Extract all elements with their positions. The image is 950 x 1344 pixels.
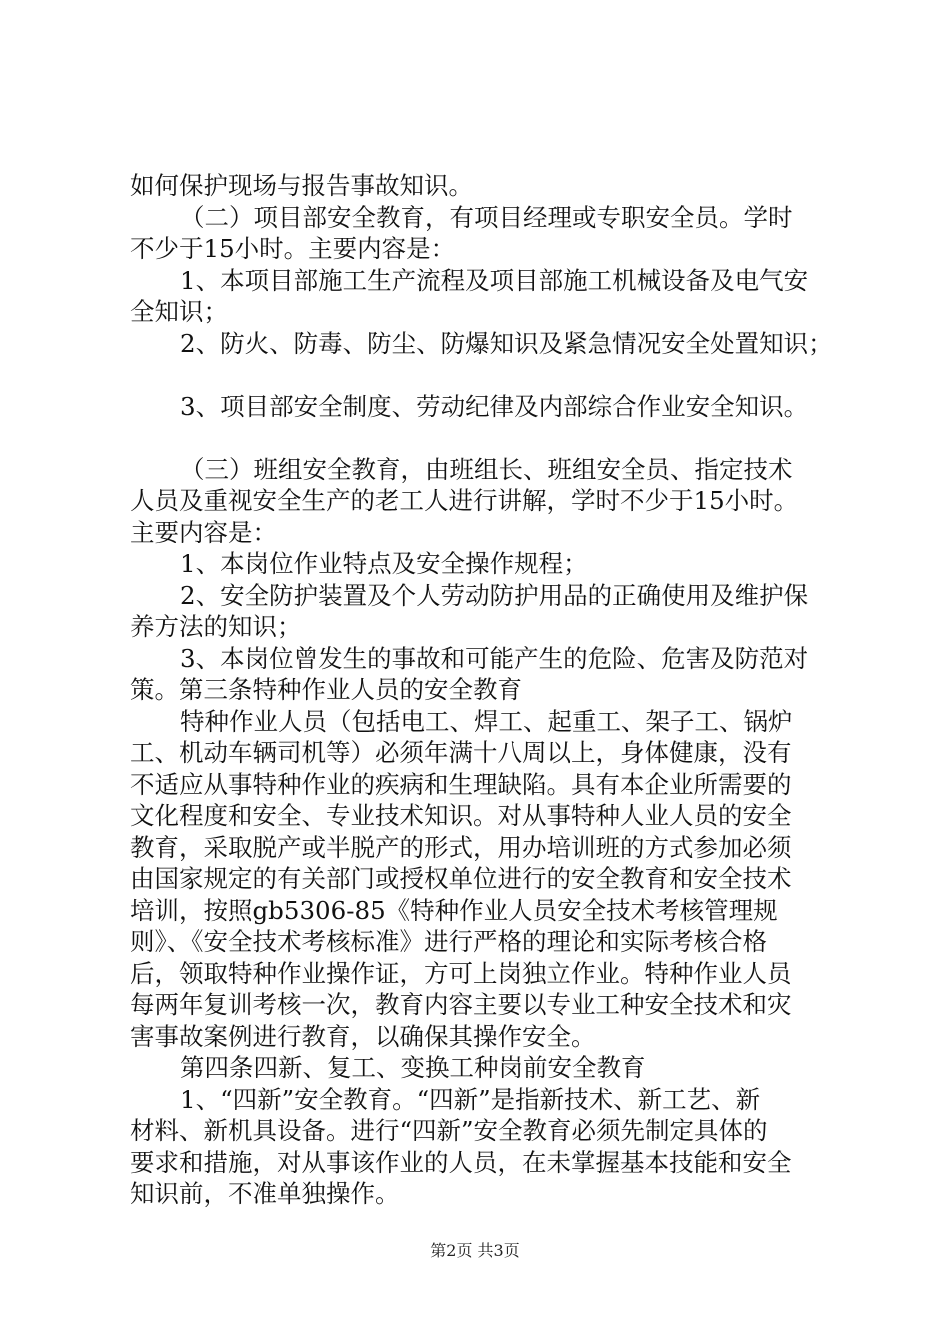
text-line: 第四条四新、复工、变换工种岗前安全教育 [180,1053,646,1082]
text-line: （二）项目部安全教育，有项目经理或专职安全员。学时 [180,202,793,232]
text-line: 文化程度和安全、专业技术知识。对从事特种人业人员的安全 [130,801,792,830]
text-line: 3、项目部安全制度、劳动纪律及内部综合作业安全知识。 [180,391,809,421]
text-line: 由国家规定的有关部门或授权单位进行的安全教育和安全技术 [130,864,792,893]
text-line: 养方法的知识； [130,612,302,641]
text-line: 1、本项目部施工生产流程及项目部施工机械设备及电气安 [180,265,809,295]
document-body [130,170,850,1210]
text-line: 知识前，不准单独操作。 [130,1179,400,1208]
page-number-footer: 第2页 共3页 [430,1241,520,1260]
text-line: 不少于15小时。主要内容是： [130,234,456,263]
text-line: 2、防火、防毒、防尘、防爆知识及紧急情况安全处置知识； [180,328,833,358]
text-line: 如何保护现场与报告事故知识。 [130,171,473,200]
text-line: 材料、新机具设备。进行“四新”安全教育必须先制定具体的 [130,1116,768,1145]
text-line: 1、“四新”安全教育。“四新”是指新技术、新工艺、新 [180,1084,761,1114]
text-line: 害事故案例进行教育，以确保其操作安全。 [130,1021,596,1051]
text-line: 人员及重视安全生产的老工人进行讲解，学时不少于15小时。 [130,486,799,515]
text-line: 2、安全防护装置及个人劳动防护用品的正确使用及维护保 [180,580,809,610]
text-line: 全知识； [130,297,228,326]
text-line: 工、机动车辆司机等）必须年满十八周以上，身体健康，没有 [130,738,792,767]
paragraph-gap [130,422,850,454]
text-line: 后，领取特种作业操作证，方可上岗独立作业。特种作业人员 [130,958,792,988]
text-line: 特种作业人员（包括电工、焊工、起重工、架子工、锅炉 [180,706,793,736]
text-line: 每两年复训考核一次，教育内容主要以专业工种安全技术和灾 [130,990,792,1019]
text-line: 1、本岗位作业特点及安全操作规程； [180,549,588,578]
text-line: 教育，采取脱产或半脱产的形式，用办培训班的方式参加必须 [130,832,792,862]
text-line: 不适应从事特种作业的疾病和生理缺陷。具有本企业所需要的 [130,769,792,799]
paragraph-gap [130,359,850,391]
text-line: 要求和措施，对从事该作业的人员，在未掌握基本技能和安全 [130,1147,792,1177]
text-line: 则》、《安全技术考核标准》进行严格的理论和实际考核合格 [130,927,767,956]
text-line: （三）班组安全教育，由班组长、班组安全员、指定技术 [180,454,793,484]
text-line: 培训，按照gb5306-85《特种作业人员安全技术考核管理规 [130,895,778,925]
text-line: 3、本岗位曾发生的事故和可能产生的危险、危害及防范对 [180,643,809,673]
text-line: 主要内容是： [130,517,277,547]
text-line: 策。第三条特种作业人员的安全教育 [130,675,522,704]
